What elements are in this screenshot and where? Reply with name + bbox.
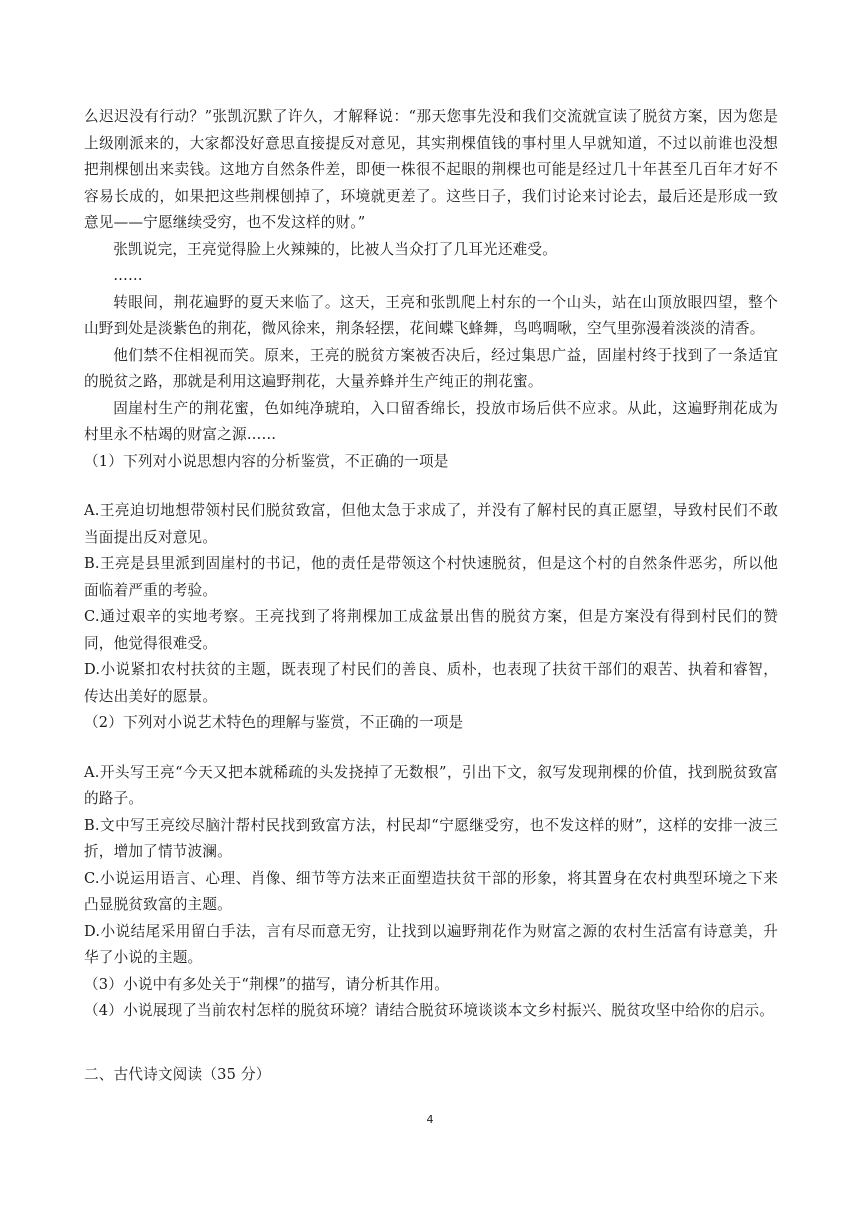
question-2-option-b: B.文中写王亮绞尽脑汁帮村民找到致富方法，村民却“宁愿继受穷，也不发这样的财”，这样的安排一波三折，增加了情节波澜。 bbox=[84, 816, 778, 860]
passage-paragraph: 么迟迟没有行动？”张凯沉默了许久，才解释说：“那天您事先没和我们交流就宣读了脱贫方案，因为您是上级刚派来的，大家都没好意思直接提反对意见，其实荆棵值钱的事村里人早就知道，不过以前谁也没想把荆棵刨出来卖钱。这地方自然条件差，即便一株很不起眼的荆棵也可能是经过几十年甚至几百年才好不容易长成的，如果把这些荆棵刨掉了，环境就更差了。这些日子，我们讨论来讨论去，最后还是形成一致意见——宁愿继续受穷，也不发这样的财。” bbox=[84, 108, 778, 231]
question-1-option-a: A.王亮迫切地想带领村民们脱贫致富，但他太急于求成了，并没有了解村民的真正愿望，导致村民们不敢当面提出反对意见。 bbox=[84, 502, 778, 546]
question-2-stem: （2）下列对小说艺术特色的理解与鉴赏，不正确的一项是 bbox=[84, 714, 464, 731]
question-4: （4）小说展现了当前农村怎样的脱贫环境？请结合脱贫环境谈谈本文乡村振兴、脱贫攻坚中给你的启示。 bbox=[84, 1002, 775, 1019]
question-1-stem: （1）下列对小说思想内容的分析鉴赏，不正确的一项是 bbox=[84, 452, 449, 470]
document-body bbox=[84, 104, 778, 1088]
section-title: 二、古代诗文阅读（35 分） bbox=[84, 1065, 271, 1083]
passage-paragraph: 转眼间，荆花遍野的夏天来临了。这天，王亮和张凯爬上村东的一个山头，站在山顶放眼四望，整个山野到处是淡紫色的荆花，微风徐来，荆条轻摆，花间蝶飞蜂舞，鸟鸣啁啾，空气里弥漫着淡淡的清香。 bbox=[84, 293, 778, 337]
question-2-option-d: D.小说结尾采用留白手法，言有尽而意无穷，让找到以遍野荆花作为财富之源的农村生活富有诗意美，升华了小说的主题。 bbox=[84, 922, 778, 966]
passage-paragraph: 固崖村生产的荆花蜜，色如纯净琥珀，入口留香绵长，投放市场后供不应求。从此，这遍野荆花成为村里永不枯竭的财富之源…… bbox=[84, 399, 778, 443]
page-number: 4 bbox=[426, 1113, 434, 1126]
passage-ellipsis: …… bbox=[113, 267, 143, 284]
passage-paragraph: 张凯说完，王亮觉得脸上火辣辣的，比被人当众打了几耳光还难受。 bbox=[113, 240, 558, 258]
question-1-option-c: C.通过艰辛的实地考察。王亮找到了将荆棵加工成盆景出售的脱贫方案，但是方案没有得到村民们的赞同，他觉得很难受。 bbox=[84, 608, 778, 652]
question-1-option-d: D.小说紧扣农村扶贫的主题，既表现了村民们的善良、质朴，也表现了扶贫干部们的艰苦、执着和睿智，传达出美好的愿景。 bbox=[84, 661, 778, 705]
question-3: （3）小说中有多处关于“荆棵”的描写，请分析其作用。 bbox=[84, 975, 450, 993]
passage-paragraph: 他们禁不住相视而笑。原来，王亮的脱贫方案被否决后，经过集思广益，固崖村终于找到了一条适宜的脱贫之路，那就是利用这遍野荆花，大量养蜂并生产纯正的荆花蜜。 bbox=[84, 346, 778, 390]
question-2-option-c: C.小说运用语言、心理、肖像、细节等方法来正面塑造扶贫干部的形象，将其置身在农村典型环境之下来凸显脱贫致富的主题。 bbox=[84, 869, 778, 913]
question-2-option-a: A.开头写王亮“今天又把本就稀疏的头发挠掉了无数根”，引出下文，叙写发现荆棵的价值，找到脱贫致富的路子。 bbox=[84, 763, 778, 807]
question-1-option-b: B.王亮是县里派到固崖村的书记，他的责任是带领这个村快速脱贫，但是这个村的自然条件恶劣，所以他面临着严重的考验。 bbox=[84, 555, 778, 599]
